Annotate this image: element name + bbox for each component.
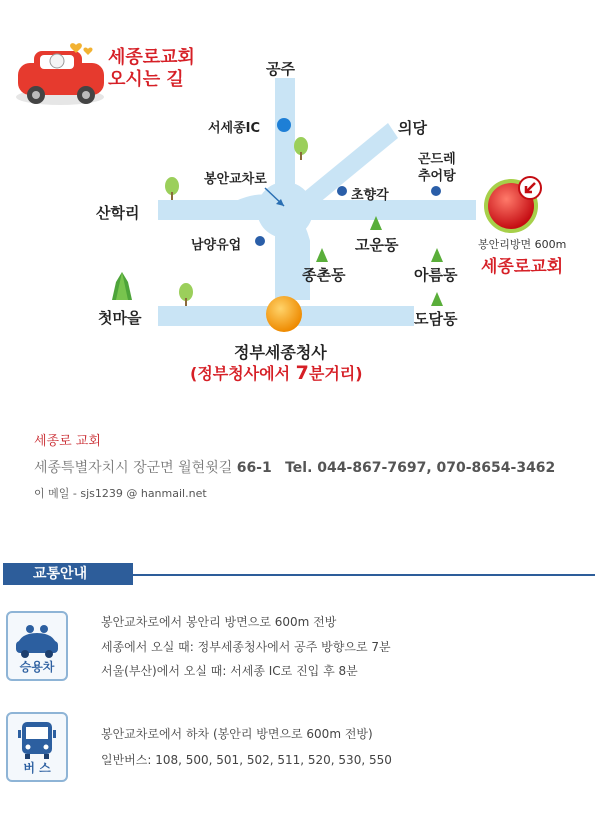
car-line-1: 봉안교차로에서 봉안리 방면으로 600m 전방	[101, 615, 337, 629]
bus-icon	[8, 718, 66, 764]
info-email[interactable]: sjs1239 @ hanmail.net	[80, 487, 207, 500]
info-email-line	[34, 485, 555, 501]
label-cheotmaeul: 첫마을	[98, 309, 142, 327]
map-title-line1: 세종로교회	[108, 47, 195, 68]
label-church-name: 세종로교회	[481, 257, 564, 277]
gov-distance-prefix: (정부청사에서	[190, 364, 296, 383]
bus-caption: 버 스	[23, 761, 51, 775]
label-dodamdong: 도담동	[414, 310, 458, 328]
car-box	[6, 611, 68, 681]
pine-icon	[431, 248, 443, 262]
info-email-label: 이 메일 -	[34, 487, 77, 500]
info-tel: Tel. 044-867-7697, 070-8654-3462	[285, 460, 556, 476]
label-goundong: 고운동	[355, 236, 399, 254]
namyang-marker	[255, 236, 265, 246]
tree-icon	[294, 137, 308, 160]
label-chohyanggak: 초향각	[351, 188, 389, 203]
location-map	[0, 0, 599, 400]
tree-icon	[165, 177, 179, 200]
info-church-name: 세종로 교회	[34, 434, 101, 449]
label-jongchondong: 종촌동	[302, 266, 346, 284]
chueotang-marker	[431, 186, 441, 196]
label-gov-distance	[190, 361, 363, 384]
car-illustration-icon	[16, 43, 104, 105]
pine-icon	[112, 272, 132, 300]
pine-icon	[316, 248, 328, 262]
car-caption: 승용차	[19, 660, 55, 674]
seosejong-ic-marker	[277, 118, 291, 132]
map-title	[108, 47, 195, 91]
label-godeure: 곤드레	[418, 152, 456, 167]
gov-distance-number: 7	[295, 362, 309, 384]
car-icon	[8, 617, 66, 663]
bus-line-2: 일반버스: 108, 500, 501, 502, 511, 520, 530, 550	[101, 753, 392, 767]
label-church-direction: 봉안리방면 600m	[478, 238, 567, 251]
label-bongan-gyocharo: 봉안교차로	[204, 172, 267, 187]
car-line-3: 서울(부산)에서 오실 때: 서세종 IC로 진입 후 8분	[101, 664, 358, 678]
section-divider	[133, 574, 595, 576]
chohyanggak-marker	[337, 186, 347, 196]
bus-box	[6, 712, 68, 782]
info-address: 세종특별자치시 장군면 월현윗길	[34, 460, 233, 476]
map-title-line2: 오시는 길	[108, 69, 184, 90]
label-gov-complex: 정부세종청사	[234, 343, 327, 362]
gov-distance-suffix: 분거리)	[308, 364, 363, 383]
info-address-number: 66-1	[236, 460, 272, 476]
label-seosejong-ic: 서세종IC	[208, 121, 261, 136]
label-gongju: 공주	[266, 60, 295, 78]
bus-line-1: 봉안교차로에서 하차 (봉안리 방면으로 600m 전방)	[101, 727, 373, 741]
gov-complex-marker	[266, 296, 302, 332]
label-areumdong: 아름동	[414, 266, 458, 284]
transport-section-title: 교통안내	[3, 563, 133, 585]
church-info	[34, 430, 555, 501]
info-address-line	[34, 457, 555, 477]
label-uidang: 의당	[398, 119, 427, 137]
tree-icon	[179, 283, 193, 306]
car-line-2: 세종에서 오실 때: 정부세종청사에서 공주 방향으로 7분	[101, 640, 391, 654]
label-sanhakri: 산학리	[96, 204, 140, 222]
pine-icon	[431, 292, 443, 306]
label-namyang-yueop: 남양유업	[191, 238, 242, 253]
label-chueotang: 추어탕	[418, 169, 456, 184]
interchange-center	[257, 182, 313, 238]
